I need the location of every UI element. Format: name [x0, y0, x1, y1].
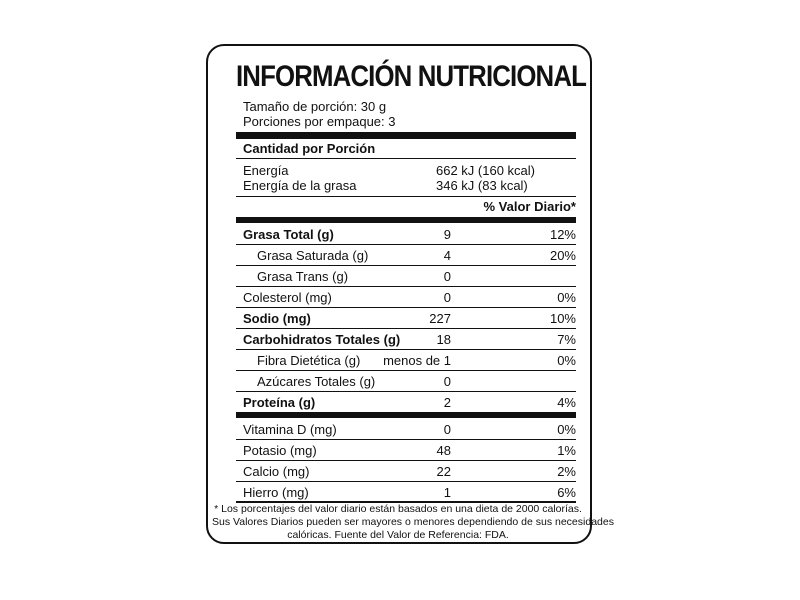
nutrient-row-sodium	[236, 308, 576, 328]
nutrient-row-trans-fat	[236, 266, 576, 286]
divider	[236, 158, 576, 159]
nutrient-amount: 0	[443, 374, 451, 389]
daily-value-header: % Valor Diario*	[483, 199, 576, 214]
vitamin-row-iron	[236, 482, 576, 502]
vitamin-row-vitamin-d	[236, 419, 576, 439]
vitamin-name: Calcio (mg)	[243, 464, 310, 479]
vitamin-daily-value: 6%	[557, 485, 576, 500]
thick-divider-vitamins	[236, 412, 576, 418]
vitamin-amount: 0	[443, 422, 451, 437]
vitamin-amount: 1	[443, 485, 451, 500]
nutrient-name: Grasa Total (g)	[243, 227, 334, 242]
servings-per-container: Porciones por empaque: 3	[243, 114, 396, 129]
nutrient-name: Grasa Saturada (g)	[257, 248, 369, 263]
nutrient-row-saturated-fat	[236, 245, 576, 265]
fat-energy-value: 346 kJ (83 kcal)	[436, 178, 528, 193]
nutrient-amount: 9	[443, 227, 451, 242]
nutrient-amount: 227	[429, 311, 451, 326]
nutrient-daily-value: 4%	[557, 395, 576, 410]
nutrient-row-carbohydrates	[236, 329, 576, 349]
vitamin-row-calcium	[236, 461, 576, 481]
nutrient-row-sugars	[236, 371, 576, 391]
nutrient-name: Azúcares Totales (g)	[257, 374, 376, 389]
nutrient-daily-value: 0%	[557, 353, 576, 368]
nutrient-name: Proteína (g)	[243, 395, 316, 410]
nutrient-amount: 18	[436, 332, 451, 347]
energy-label: Energía	[243, 163, 289, 178]
nutrient-daily-value: 0%	[557, 290, 576, 305]
footnote-line: calóricas. Fuente del Valor de Referencia: FDA.	[287, 529, 509, 541]
vitamin-daily-value: 1%	[557, 443, 576, 458]
nutrient-name: Grasa Trans (g)	[257, 269, 349, 284]
nutrient-daily-value: 20%	[549, 248, 576, 263]
footnote-line: Sus Valores Diarios pueden ser mayores o menores dependiendo de sus necesidades	[212, 516, 614, 528]
vitamin-name: Vitamina D (mg)	[243, 422, 337, 437]
footnote	[212, 503, 614, 542]
footnote-line: * Los porcentajes del valor diario están basados en una dieta de 2000 calorías.	[214, 503, 582, 515]
nutrient-name: Fibra Dietética (g)	[257, 353, 361, 368]
nutrient-name: Colesterol (mg)	[243, 290, 332, 305]
nutrient-amount: 0	[443, 290, 451, 305]
vitamin-daily-value: 2%	[557, 464, 576, 479]
nutrient-daily-value: 10%	[549, 311, 576, 326]
energy-value: 662 kJ (160 kcal)	[436, 163, 535, 178]
serving-size: Tamaño de porción: 30 g	[243, 99, 387, 114]
thick-divider-top	[236, 132, 576, 139]
vitamin-daily-value: 0%	[557, 422, 576, 437]
nutrient-daily-value: 7%	[557, 332, 576, 347]
nutrient-row-total-fat	[236, 224, 576, 244]
nutrient-row-fiber	[236, 350, 576, 370]
amount-per-serving: Cantidad por Porción	[243, 141, 376, 156]
vitamin-amount: 22	[436, 464, 451, 479]
vitamin-row-potassium	[236, 440, 576, 460]
vitamin-name: Hierro (mg)	[243, 485, 309, 500]
fat-energy-label: Energía de la grasa	[243, 178, 357, 193]
vitamin-amount: 48	[436, 443, 451, 458]
nutrition-facts-label	[206, 44, 614, 544]
divider	[236, 196, 576, 197]
label-title: INFORMACIÓN NUTRICIONAL	[236, 60, 586, 93]
vitamin-name: Potasio (mg)	[243, 443, 317, 458]
label-content	[212, 46, 614, 542]
nutrient-row-cholesterol	[236, 287, 576, 307]
nutrient-amount: 0	[443, 269, 451, 284]
nutrient-name: Sodio (mg)	[243, 311, 311, 326]
nutrient-row-protein	[236, 392, 576, 412]
nutrient-amount: menos de 1	[383, 353, 451, 368]
nutrient-amount: 4	[443, 248, 451, 263]
nutrient-name: Carbohidratos Totales (g)	[243, 332, 401, 347]
nutrient-daily-value: 12%	[549, 227, 576, 242]
nutrient-amount: 2	[443, 395, 451, 410]
thick-divider-middle	[236, 217, 576, 223]
